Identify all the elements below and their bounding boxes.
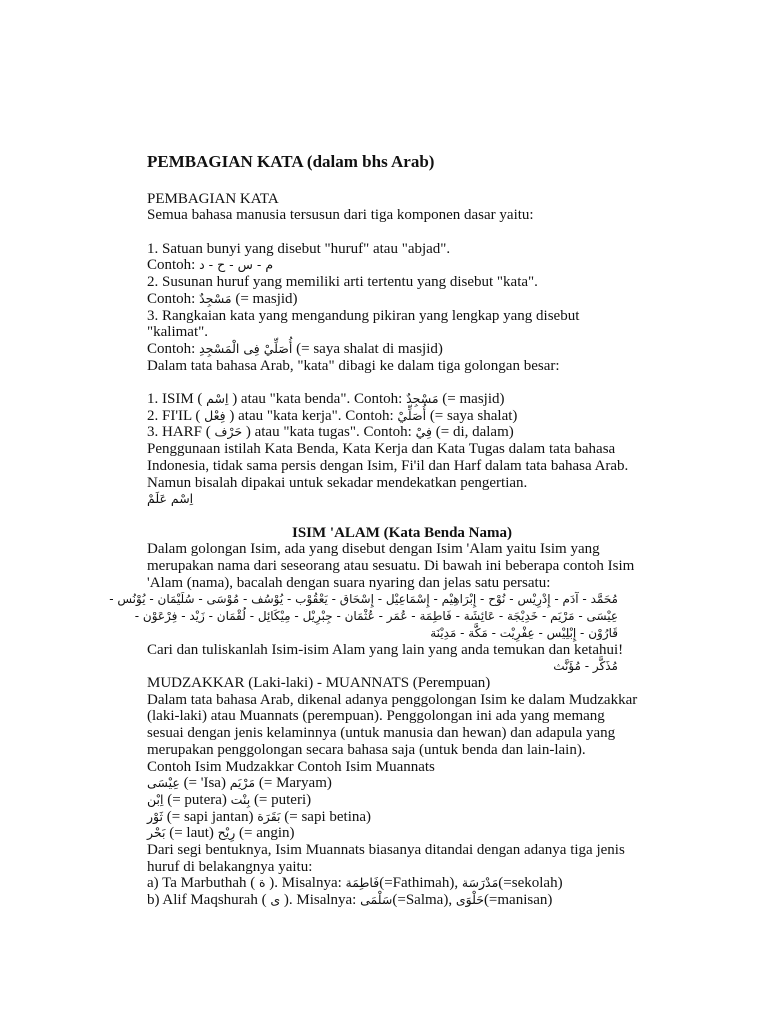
class-description: ) atau "kata tugas". Contoh: bbox=[245, 424, 412, 441]
blank-line bbox=[147, 224, 657, 241]
list-item: 3. Rangkaian kata yang mengandung pikiran yang lengkap yang disebut bbox=[147, 307, 580, 324]
arabic-line: مُذَكَّر - مُؤَنَّث bbox=[553, 659, 618, 674]
list-item-continuation: "kalimat". bbox=[147, 324, 208, 341]
paragraph-line: Penggunaan istilah Kata Benda, Kata Kerja dan Kata Tugas dalam tata bahasa bbox=[147, 441, 616, 458]
arabic-example: مَسْجِدٌ bbox=[406, 391, 439, 407]
blank-line bbox=[147, 508, 657, 525]
feminine-gloss: (= puteri) bbox=[253, 791, 312, 808]
feminine-gloss: (= Maryam) bbox=[258, 775, 332, 792]
section-heading: MUDZAKKAR (Laki-laki) - MUANNATS (Perempuan) bbox=[147, 674, 491, 691]
paragraph-line: merupakan nama dari seseorang atau sesuatu. Di bawah ini beberapa contoh Isim bbox=[147, 558, 635, 575]
paragraph-line: Dari segi bentuknya, Isim Muannats biasanya ditandai dengan adanya tiga jenis bbox=[147, 842, 625, 859]
example-label: Contoh: bbox=[147, 290, 196, 307]
arabic-term: حَرْف bbox=[214, 424, 243, 440]
gloss-text: (= masjid) bbox=[235, 290, 298, 307]
section-heading: ISIM 'ALAM (Kata Benda Nama) bbox=[292, 524, 512, 541]
paragraph-line: Cari dan tuliskanlah Isim-isim Alam yang lain yang anda temukan dan ketahui! bbox=[147, 641, 624, 658]
example-line bbox=[147, 257, 657, 274]
gloss-text: (= saya shalat di masjid) bbox=[296, 340, 443, 357]
marker-example-gloss: (=manisan) bbox=[483, 892, 553, 909]
gender-example-row bbox=[147, 792, 657, 809]
examples-header: Contoh Isim Mudzakkar Contoh Isim Muannats bbox=[147, 758, 435, 775]
marker-middle: ). Misalnya: bbox=[269, 875, 342, 892]
marker-item bbox=[147, 892, 657, 909]
list-item: 2. Susunan huruf yang memiliki arti tertentu yang disebut "kata". bbox=[147, 274, 538, 291]
paragraph-line: huruf di belakangnya yaitu: bbox=[147, 858, 313, 875]
gloss-text: (= masjid) bbox=[442, 391, 505, 408]
marker-example-arabic: فَاطِمَة bbox=[345, 875, 380, 891]
paragraph-line: Namun bisalah dipakai untuk sekadar mendekatkan pengertian. bbox=[147, 474, 528, 491]
arabic-text: أُصَلِّيْ فِى الْمَسْجِدِ bbox=[199, 340, 293, 356]
arabic-names-line: عِيْسَى - مَرْيَم - خَدِيْجَة - عَائِشَة - فَاطِمَة - عُمَر - عُثْمَان - جِبْرِيْل - مِيْكَائِل - لُقْمَان - زَيْد - فِرْعَوْن - bbox=[134, 609, 618, 624]
marker-example-arabic: مَدْرَسَة bbox=[461, 875, 499, 891]
arabic-term: اِسْم bbox=[206, 391, 229, 407]
feminine-gloss: (= angin) bbox=[239, 825, 295, 842]
marker-prefix: a) Ta Marbuthah ( bbox=[147, 875, 256, 892]
feminine-arabic: رِيْح bbox=[217, 825, 236, 841]
masculine-gloss: (= laut) bbox=[169, 825, 214, 842]
class-prefix: 1. ISIM ( bbox=[147, 391, 203, 408]
word-class-item bbox=[147, 391, 657, 408]
feminine-arabic: بَقَرَة bbox=[257, 808, 281, 824]
gender-example-row bbox=[147, 825, 657, 842]
section-heading: PEMBAGIAN KATA bbox=[147, 190, 279, 207]
gloss-text: (= saya shalat) bbox=[429, 407, 518, 424]
arabic-names-line: مُحَمَّد - آدَم - إِدْرِيْس - نُوْح - إِبْرَاهِيْم - إِسْمَاعِيْل - إِسْحَاق - يَعْقُوْب - يُوْسُف - مُوْسَى - سُلَيْمَان - يُوْنُس - bbox=[109, 592, 618, 607]
masculine-gloss: (= sapi jantan) bbox=[166, 808, 254, 825]
masculine-gloss: (= 'Isa) bbox=[183, 775, 226, 792]
marker-example-arabic: حَلْوَى bbox=[455, 892, 484, 908]
class-description: ) atau "kata kerja". Contoh: bbox=[229, 407, 394, 424]
paragraph-line: Dalam tata bahasa Arab, "kata" dibagi ke dalam tiga golongan besar: bbox=[147, 357, 560, 374]
example-label: Contoh: bbox=[147, 257, 196, 274]
example-line bbox=[147, 291, 657, 308]
marker-item bbox=[147, 875, 657, 892]
arabic-text: اِسْم عَلَمْ bbox=[147, 491, 194, 507]
arabic-example: أُصَلِّيْ bbox=[397, 407, 427, 423]
word-class-item bbox=[147, 424, 657, 441]
masculine-gloss: (= putera) bbox=[167, 791, 227, 808]
feminine-gloss: (= sapi betina) bbox=[284, 808, 372, 825]
paragraph-line: merupakan penggolongan secara bahasa saja (untuk benda dan lain-lain). bbox=[147, 741, 586, 758]
masculine-arabic: عِيْسَى bbox=[147, 775, 180, 791]
example-line bbox=[147, 341, 657, 358]
document-title: PEMBAGIAN KATA (dalam bhs Arab) bbox=[147, 152, 435, 171]
class-description: ) atau "kata benda". Contoh: bbox=[232, 391, 403, 408]
marker-example-gloss: (=sekolah) bbox=[498, 875, 563, 892]
document-body bbox=[109, 190, 657, 909]
arabic-text: م - س - ح - د bbox=[199, 257, 274, 273]
masculine-arabic: ثَوْر bbox=[147, 808, 163, 824]
list-item: 1. Satuan bunyi yang disebut "huruf" atau "abjad". bbox=[147, 240, 451, 257]
arabic-line bbox=[147, 491, 657, 508]
paragraph-line: Semua bahasa manusia tersusun dari tiga komponen dasar yaitu: bbox=[147, 207, 534, 224]
marker-letter: ة bbox=[258, 875, 266, 891]
marker-example-gloss: (=Salma), bbox=[392, 892, 453, 909]
arabic-example: فِيْ bbox=[415, 424, 432, 440]
blank-line bbox=[147, 374, 657, 391]
paragraph-line: 'Alam (nama), bacalah dengan suara nyaring dan jelas satu persatu: bbox=[147, 574, 551, 591]
masculine-arabic: اِبْن bbox=[147, 791, 164, 807]
arabic-term: فِعْل bbox=[204, 407, 226, 423]
marker-example-gloss: (=Fathimah), bbox=[379, 875, 459, 892]
class-prefix: 3. HARF ( bbox=[147, 424, 211, 441]
marker-prefix: b) Alif Maqshurah ( bbox=[147, 892, 267, 909]
arabic-names-line: قَارُوْن - إِبْلِيْس - عِفْرِيْت - مَكَّة - مَدِيْنَة bbox=[430, 625, 618, 640]
paragraph-line: Indonesia, tidak sama persis dengan Isim, Fi'il dan Harf dalam tata bahasa Arab. bbox=[147, 457, 629, 474]
feminine-arabic: بِنْت bbox=[230, 791, 251, 807]
gloss-text: (= di, dalam) bbox=[435, 424, 514, 441]
word-class-item bbox=[147, 408, 657, 425]
marker-example-arabic: سَلْمَى bbox=[360, 892, 393, 908]
paragraph-line: sesuai dengan jenis kelaminnya (untuk manusia dan hewan) dan adapula yang bbox=[147, 725, 616, 742]
feminine-arabic: مَرْيَم bbox=[229, 775, 256, 791]
masculine-arabic: بَحْر bbox=[147, 825, 166, 841]
marker-letter: ى bbox=[270, 892, 281, 908]
paragraph-line: Dalam golongan Isim, ada yang disebut dengan Isim 'Alam yaitu Isim yang bbox=[147, 541, 600, 558]
class-prefix: 2. FI'IL ( bbox=[147, 407, 201, 424]
arabic-text: مَسْجِدٌ bbox=[199, 290, 232, 306]
gender-example-row bbox=[147, 809, 657, 826]
paragraph-line: (laki-laki) atau Muannats (perempuan). Penggolongan ini ada yang memang bbox=[147, 708, 605, 725]
example-label: Contoh: bbox=[147, 340, 196, 357]
paragraph-line: Dalam tata bahasa Arab, dikenal adanya penggolongan Isim ke dalam Mudzakkar bbox=[147, 691, 638, 708]
gender-example-row bbox=[147, 775, 657, 792]
marker-middle: ). Misalnya: bbox=[283, 892, 357, 909]
